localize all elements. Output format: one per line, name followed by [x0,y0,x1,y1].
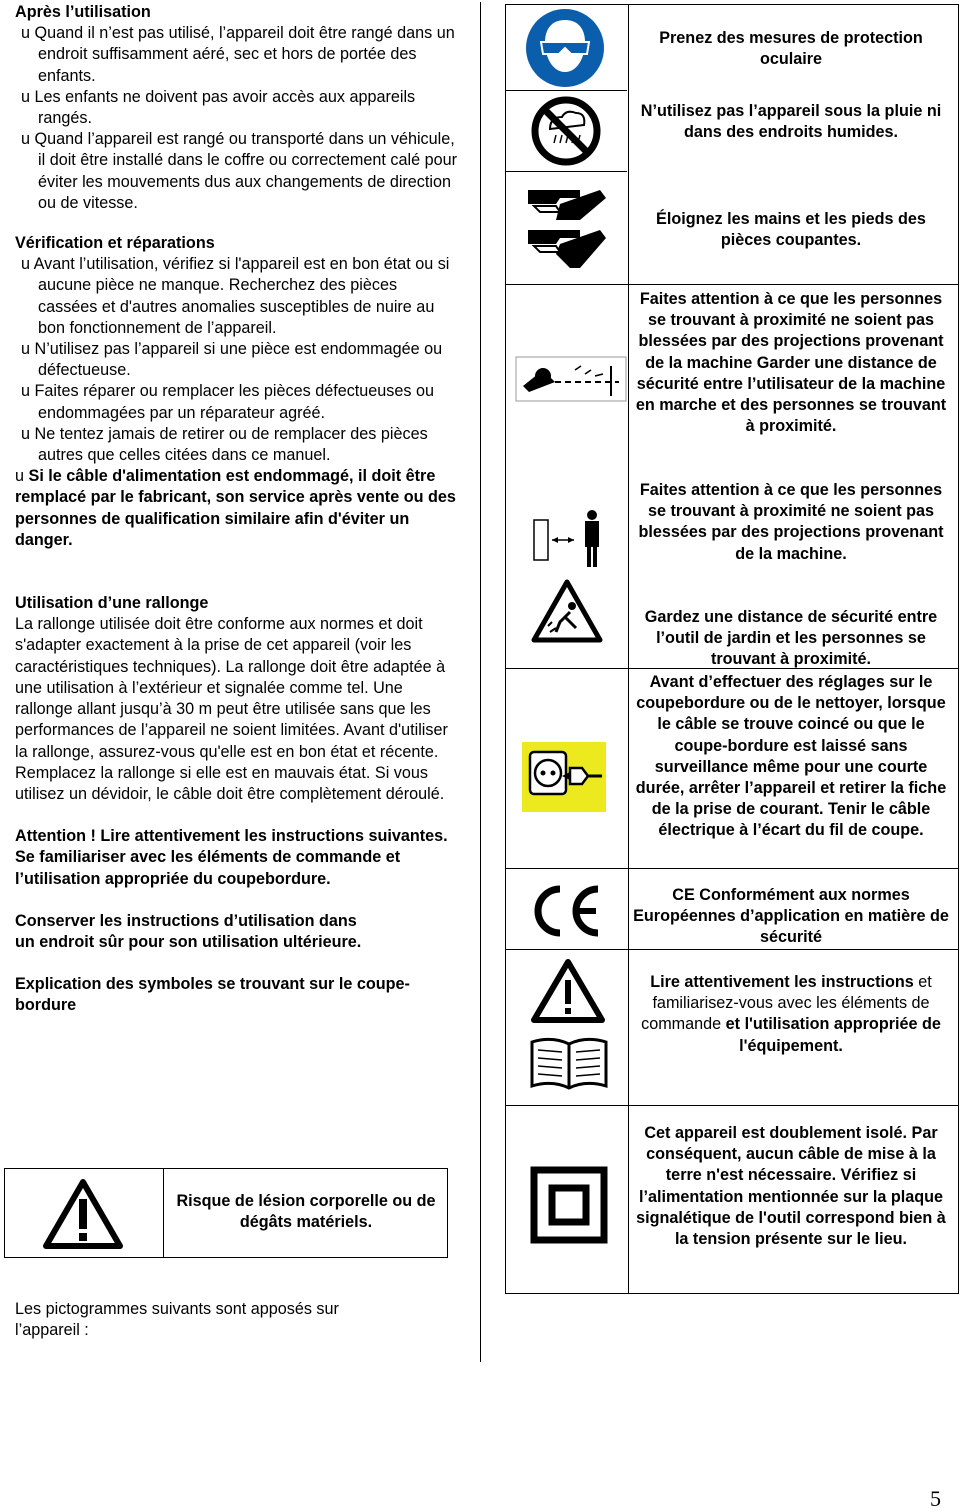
read-normal-1: et familiarisez-vous avec les éléments de commande [641,973,932,1034]
list-item: u Faites réparer ou remplacer les pièces défectueuses ou endommagées par un réparateur agréé. [21,382,435,422]
list-item: u Quand l’appareil est rangé ou transporté dans un véhicule, il doit être installé dans le coffre ou correctement calé pour éviter les mouvements dus aux changements de direction ou de vitesse. [21,130,458,212]
symbols-title: Explication des symboles se trouvant sur le coupe-bordure [15,975,410,1015]
conserve-text: Conserver les instructions d’utilisation dans un endroit sûr pour son utilisation ultérieure. [15,911,362,951]
list-item: u N’utilisez pas l’appareil si une pièce est endommagée ou défectueuse. [21,340,443,380]
double-insulation-icon [530,1166,608,1244]
ce-text: CE Conformément aux normes Européennes d’application en matière de sécurité [633,886,949,947]
hand-blade-icon [520,184,612,272]
verification-title: Vérification et réparations [15,234,215,253]
page-number: 5 [930,1486,941,1511]
list-item: u Quand il n’est pas utilisé, l’appareil doit être rangé dans un endroit suffisamment aéré, sec et hors de portée des enfants. [21,24,455,85]
read-bold-1: Lire attentivement les instructions [650,973,914,991]
distance-text: Gardez une distance de sécurité entre l’outil de jardin et les personnes se trouvant à proximité. [644,608,938,669]
divider [163,1169,164,1257]
projection-text-2: Faites attention à ce que les personnes se trouvant à proximité ne soient pas blessées par des projections provenant de la machine. [638,481,944,563]
extension-body: La rallonge utilisée doit être conforme aux normes et doit s'adapter exactement à la prise de cet appareil (voir les caractéristiques techniques). La rallonge doit être adaptée à une utilisation à l’extérieur et signalée comme tel. Une rallonge allant jusqu’à 30 m peut être utilisée sans que les performances de l’appareil ne soient limitées. Avant d'utiliser la rallonge, assurez-vous qu'elle est en bon état et récente. Remplacez la rallonge si elle est en mauvais état. Si vous utilisez un dévidoir, le câble doit être complètement déroulé. [15,615,448,803]
ce-mark-icon [532,883,604,939]
column-divider [628,5,629,1293]
row-divider [505,90,627,91]
warning-triangle-icon [43,1179,123,1249]
double-insulation-text: Cet appareil est doublement isolé. Par conséquent, aucun câble de mise à la terre n'est nécessaire. Vérifiez si l’alimentation mentionnée sur la plaque signalétique de l'outil correspond bien à la tension présente sur le lieu. [636,1124,946,1249]
row-divider [505,949,958,950]
hands-text: Éloignez les mains et les pieds des pièces coupantes. [656,210,926,250]
row-divider [505,1105,958,1106]
cable-warning: u Si le câble d'alimentation est endommagé, il doit être remplacé par le fabricant, son service après vente ou des personnes de qualification similaire afin d'éviter un danger. [15,467,456,549]
thrown-objects-icon [515,356,627,402]
read-bold-2: et l'utilisation appropriée de l'équipement. [725,1015,941,1055]
attention-text: Attention ! Lire attentivement les instructions suivantes. Se familiariser avec les éléments de commande et l’utilisation appropriée du coupebordure. [15,827,448,888]
no-rain-icon [530,95,602,167]
no-rain-text: N’utilisez pas l’appareil sous la pluie ni dans des endroits humides. [640,102,942,142]
risk-text: Risque de lésion corporelle ou de dégâts matériels. [176,1192,436,1232]
list-item: u Avant l’utilisation, vérifiez si l'appareil est en bon état ou si aucune pièce ne manque. Recherchez des pièces cassées et d'autres anomalies susceptibles de nuire au bon fonctionnement de l’appareil. [21,255,450,337]
row-divider [505,284,958,285]
after-use-title: Après l’utilisation [15,3,151,21]
manual-book-icon [528,1034,610,1096]
projection-text-1: Faites attention à ce que les personnes se trouvant à proximité ne soient pas blessées par des projections provenant de la machine Garder une distance de sécurité entre l’utilisateur de la machine en marche et des personnes se trouvant à proximité. [635,290,947,436]
eye-protection-icon [525,8,605,88]
bullet: u [15,467,25,486]
row-divider [505,868,958,869]
left-column [15,2,460,1017]
pictos-text: Les pictogrammes suivants sont apposés sur l’appareil : [15,1300,339,1340]
row-divider [505,171,627,172]
list-item: u Ne tentez jamais de retirer ou de remplacer des pièces autres que celles citées dans ce manuel. [21,424,428,465]
unplug-icon [522,742,606,812]
safety-distance-icon [530,508,606,570]
projection-hazard-icon [530,578,604,644]
risk-symbol-box [4,1168,448,1258]
unplug-text: Avant d’effectuer des réglages sur le coupebordure ou de le nettoyer, lorsque le câble se trouve coincé ou que le coupe-bordure est laissé sans surveillance même pour une courte durée, arrêter l’appareil et retirer la fiche de la prise de courant. Tenir le câble électrique à l’écart du fil de coupe. [635,673,947,840]
extension-title: Utilisation d’une rallonge [15,594,209,613]
warning-triangle-icon [530,958,606,1024]
read-instructions-text [632,972,950,1057]
column-divider [480,2,481,1362]
list-item: u Les enfants ne doivent pas avoir accès aux appareils rangés. [21,87,416,128]
eye-protection-text: Prenez des mesures de protection oculaire [659,29,923,69]
